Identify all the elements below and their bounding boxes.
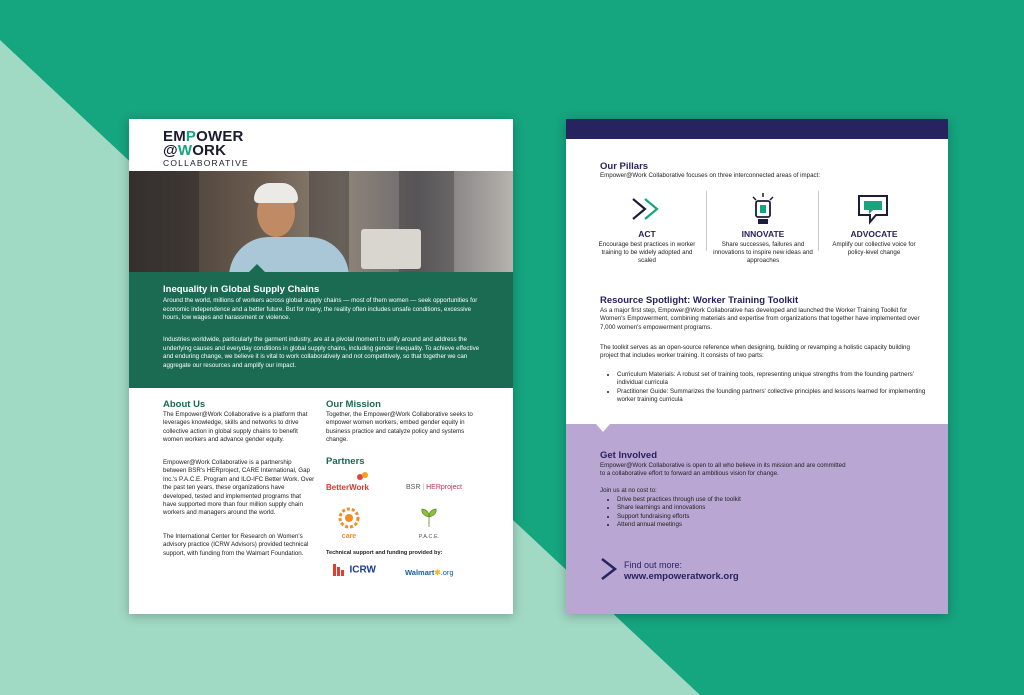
pillar-innovate: INNOVATE Share successes, failures and innovations to inspire new ideas and approaches bbox=[713, 191, 813, 265]
about-us-paragraph-3: The International Center for Research on Women's advisory practice (ICRW Advisors) provided technical support, with funding from the Walmart Foundation. bbox=[163, 533, 309, 557]
pace-logo: P.A.C.E. bbox=[416, 507, 442, 540]
find-out-more-label: Find out more: bbox=[624, 560, 683, 570]
icrw-logo: ICRW bbox=[333, 561, 376, 579]
about-us-title: About Us bbox=[163, 399, 206, 410]
list-item: • Drive best practices through use of the toolkit bbox=[617, 496, 867, 504]
pace-leaf-icon bbox=[419, 507, 439, 529]
join-us-list bbox=[608, 496, 867, 530]
icrw-mark-icon bbox=[333, 563, 345, 577]
inequality-paragraph-1: Around the world, millions of workers across global supply chains — most of them women — seek opportunities for economic independence and a better future. But for many, the reality often includes unsafe conditions, excessive hours, low wages and harassment or violence. bbox=[163, 297, 478, 322]
about-us-paragraph-2: Empower@Work Collaborative is a partnership between BSR's HERproject, CARE International, Gap Inc.'s P.A.C.E. Program and ILO-IFC Better Work. Over the past ten years, these organizations have developed, tested and implemented programs that have supported more than four million supply chain workers and managers around the world. bbox=[163, 459, 315, 517]
flyer-back-page bbox=[566, 119, 948, 614]
partners-title: Partners bbox=[326, 456, 365, 467]
get-involved-title: Get Involved bbox=[600, 450, 658, 461]
bsr-herproject-logo: BSR | HERproject bbox=[406, 484, 462, 491]
hero-photo-garment-worker bbox=[129, 171, 513, 272]
pillars-title: Our Pillars bbox=[600, 161, 649, 172]
navy-header-band bbox=[566, 119, 948, 139]
about-us-paragraph-1: The Empower@Work Collaborative is a platform that leverages knowledge, skills and networks to drive collective action in global supply chains to benefit women workers and advance gender equity. bbox=[163, 411, 308, 444]
pillar-divider bbox=[706, 191, 707, 251]
our-mission-paragraph: Together, the Empower@Work Collaborative seeks to empower women workers, embed gender equity in business practice and catalyze policy and systems change. bbox=[326, 411, 473, 444]
inequality-paragraph-2: Industries worldwide, particularly the garment industry, are at a pivotal moment to unify around and address the underlying causes and everyday conditions in global supply chains, including gender inequality. To achieve effective and enduring change, we believe it is vital to work collaboratively and not competitively, so that together we can aggregate our resources and amplify our impact. bbox=[163, 336, 480, 369]
speech-bubble-icon bbox=[854, 191, 894, 227]
inequality-title: Inequality in Global Supply Chains bbox=[163, 284, 320, 295]
inequality-section bbox=[129, 272, 513, 388]
chevron-right-icon bbox=[627, 191, 667, 227]
lightbulb-icon bbox=[743, 191, 783, 227]
spotlight-paragraph-2: The toolkit serves as an open-source reference when designing, building or revamping a holistic capacity building project that includes worker training. It consists of two parts: bbox=[600, 344, 910, 360]
chevron-right-icon bbox=[599, 557, 619, 581]
list-item: • Practitioner Guide: Summarizes the founding partners' collective principles and lessons learned for implementing worker training curricula bbox=[617, 388, 927, 405]
pillar-advocate: ADVOCATE Amplify our collective voice for policy-level change bbox=[824, 191, 924, 257]
list-item: • Attend annual meetings bbox=[617, 521, 867, 529]
walmart-org-logo: Walmart✱.org bbox=[405, 568, 454, 577]
list-item: • Curriculum Materials: A robust set of training tools, representing unique strengths from the founding partners' individual curricula bbox=[617, 371, 927, 388]
spotlight-title: Resource Spotlight: Worker Training Toolkit bbox=[600, 295, 799, 306]
pillar-divider bbox=[818, 191, 819, 251]
betterwork-logo: BetterWork bbox=[326, 471, 369, 480]
website-link[interactable]: www.empoweratwork.org bbox=[624, 571, 739, 582]
pillar-act: ACT Encourage best practices in worker training to be widely adopted and scaled bbox=[597, 191, 697, 265]
our-mission-title: Our Mission bbox=[326, 399, 381, 410]
spotlight-paragraph-1: As a major first step, Empower@Work Collaborative has developed and launched the Worker Training Toolkit for Women's Empowerment, combining materials and expertise from organizations that together have implemented over 7,000 women's empowerment programs. bbox=[600, 307, 920, 331]
get-involved-section bbox=[566, 424, 948, 614]
join-us-label: Join us at no cost to: bbox=[600, 487, 657, 494]
technical-support-label: Technical support and funding provided by: bbox=[326, 550, 443, 556]
flyer-front-page bbox=[129, 119, 513, 614]
toolkit-parts-list bbox=[608, 371, 927, 405]
list-item: • Share learnings and innovations bbox=[617, 504, 867, 512]
pillars-subtitle: Empower@Work Collaborative focuses on three interconnected areas of impact: bbox=[600, 172, 821, 179]
get-involved-paragraph: Empower@Work Collaborative is open to all who believe in its mission and are committed to a collaborative effort to forward an ambitious vision for change. bbox=[600, 462, 846, 478]
empower-at-work-logo: EMPOWER @WORK COLLABORATIVE bbox=[163, 128, 249, 168]
care-sun-icon bbox=[338, 507, 360, 529]
list-item: • Support fundraising efforts bbox=[617, 513, 867, 521]
care-logo: care bbox=[336, 507, 362, 540]
